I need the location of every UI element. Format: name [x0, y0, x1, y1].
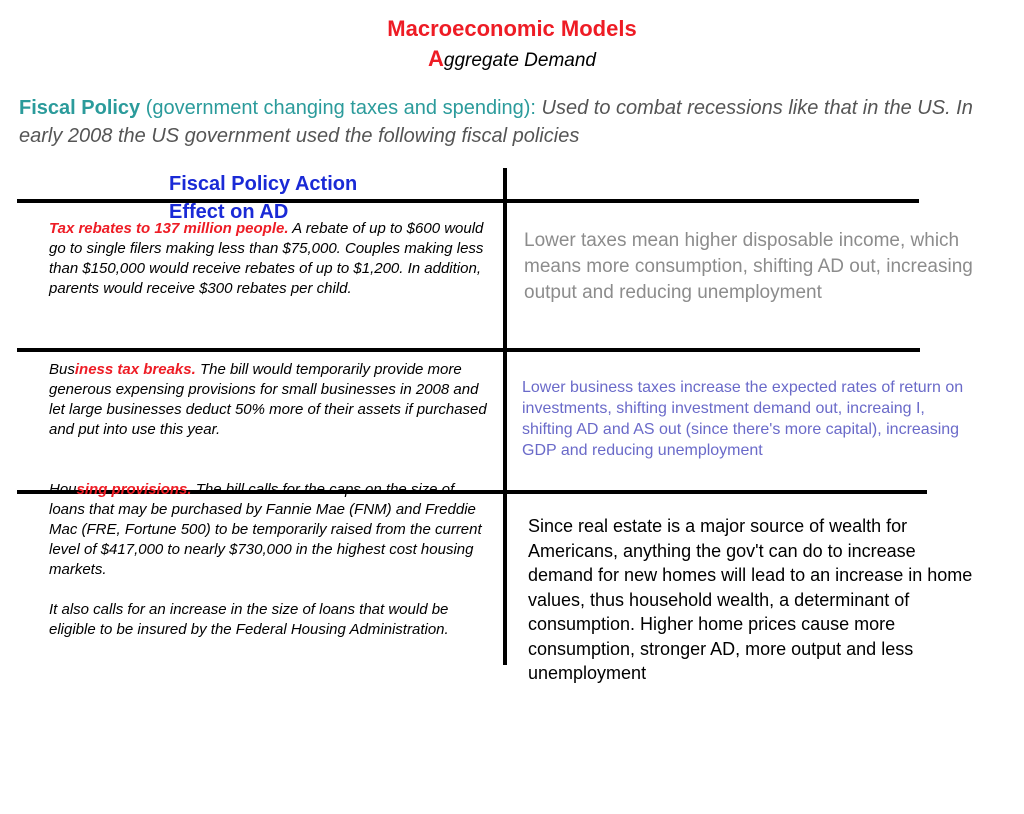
row3-effect: Since real estate is a major source of wealth for Americans, anything the gov't can do to increase demand for new homes will lead to an increase in home values, thus household wealth, a determinant of consumption. Higher home prices cause more consumption, stronger AD, more output and less unemployment [528, 516, 973, 683]
column-header-action: Fiscal Policy Action [169, 173, 358, 195]
page-title: Macroeconomic Models [387, 16, 637, 41]
intro-paren: (government changing taxes and spending): [140, 97, 542, 119]
row3-action-text: The bill calls for the caps on the size of loans that may be purchased by Fannie Mae (FNM) and Freddie Mac (FRE, Fortune 500) to be temporarily raised from the current level of $417,000 to nearly $730,000 in the highest cost housing markets. [49, 481, 482, 578]
subtitle-text: ggregate Demand [443, 50, 596, 71]
column-header-effect: Effect on AD [169, 201, 289, 223]
row3-action [49, 480, 491, 640]
row1-action-title: Tax rebates to 137 million people. [49, 220, 289, 237]
intro-label: Fiscal Policy [19, 97, 141, 119]
row2-effect: Lower business taxes increase the expected rates of return on investments, shifting investment demand out, increaing I, shifting AD and AS out (since there's more capital), increasing GDP and reducing unemployment [522, 379, 964, 459]
row3-action-title: sing provisions. [76, 481, 192, 498]
intro-description: Used to combat recessions like that in the US. In early 2008 the US government used the following fiscal policies [19, 97, 973, 147]
table-line-row1 [17, 348, 920, 352]
table-divider-vertical [503, 168, 507, 665]
row2-action-title: iness tax breaks. [74, 361, 196, 378]
subtitle-initial: A [428, 46, 444, 71]
row2-action-prefix: Bus [49, 361, 75, 378]
row3-action-text-2: It also calls for an increase in the size of loans that would be eligible to be insured by the Federal Housing Administration. [49, 601, 449, 638]
row2-action-text: The bill would temporarily provide more generous expensing provisions for small businesses in 2008 and let large businesses deduct 50% more of their assets if purchased and put into use this year. [49, 361, 487, 438]
row1-effect: Lower taxes mean higher disposable income, which means more consumption, shifting AD out, increasing output and reducing unemployment [524, 230, 973, 303]
intro-paragraph [19, 94, 999, 150]
row2-action [49, 360, 491, 440]
row3-action-prefix: Hou [49, 481, 77, 498]
row1-action-text: A rebate of up to $600 would go to single filers making less than $75,000. Couples making less than $150,000 would receive rebates of up to $1,200. In addition, parents would receive $300 rebates per child. [49, 220, 484, 297]
page-subtitle [0, 46, 1024, 74]
table-line-top [17, 199, 919, 203]
row1-action [49, 219, 491, 299]
